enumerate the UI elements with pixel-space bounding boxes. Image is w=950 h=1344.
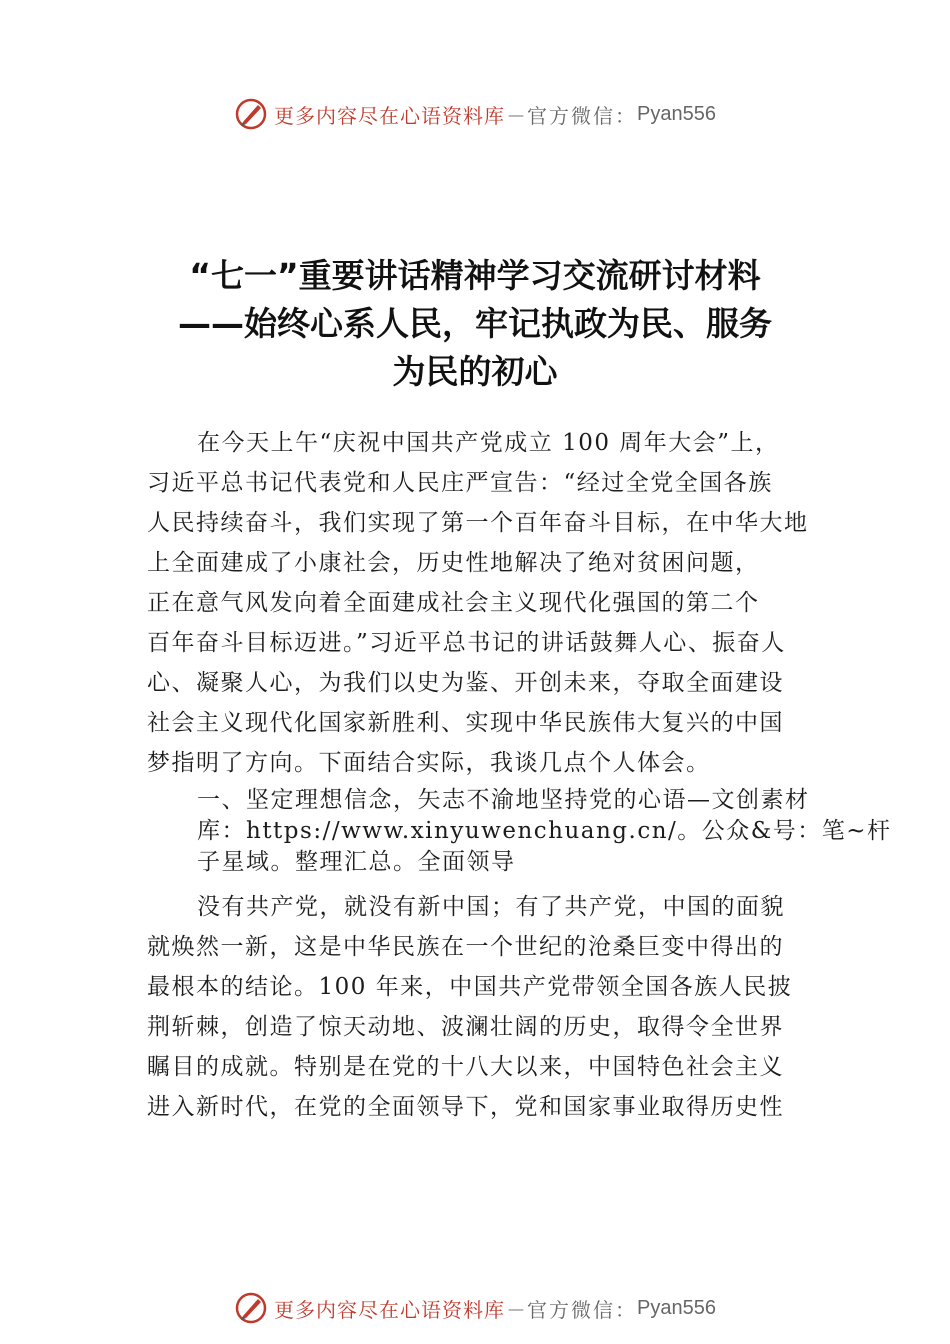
banner-wechat-id: Pyan556: [637, 102, 716, 125]
paragraph-intro: [147, 423, 837, 783]
text-line: 荆斩棘，创造了惊天动地、波澜壮阔的历史，取得令全世界: [147, 1014, 784, 1040]
banner-separator: —: [508, 104, 525, 124]
text-line: 库：https://www.xinyuwenchuang.cn/。公众&号：笔~杆: [197, 818, 892, 844]
text-line: 人民持续奋斗，我们实现了第一个百年奋斗目标，在中华大地: [147, 510, 809, 536]
banner-official-label: 官方微信：: [527, 103, 638, 128]
banner-separator: —: [508, 1298, 525, 1318]
footer-watermark-banner: [0, 1288, 950, 1328]
section-heading-1: [197, 785, 892, 878]
text-line: 最根本的结论。100 年来，中国共产党带领全国各族人民披: [147, 974, 793, 1000]
text-line: 百年奋斗目标迈进。”习近平总书记的讲话鼓舞人心、振奋人: [147, 630, 786, 656]
text-line: 上全面建成了小康社会，历史性地解决了绝对贫困问题，: [147, 550, 760, 576]
text-line: 进入新时代，在党的全面领导下，党和国家事业取得历史性: [147, 1094, 784, 1120]
text-line: 就焕然一新，这是中华民族在一个世纪的沧桑巨变中得出的: [147, 934, 784, 960]
text-line: 社会主义现代化国家新胜利、实现中华民族伟大复兴的中国: [147, 710, 784, 736]
document-title: [120, 252, 830, 396]
text-line: 心、凝聚人心，为我们以史为鉴、开创未来，夺取全面建设: [147, 670, 784, 696]
text-line: 瞩目的成就。特别是在党的十八大以来，中国特色社会主义: [147, 1054, 784, 1080]
title-line: 为民的初心: [392, 352, 558, 391]
banner-official-label: 官方微信：: [527, 1297, 638, 1322]
banner-main-text: 更多内容尽在心语资料库: [274, 103, 506, 128]
text-line: 正在意气风发向着全面建成社会主义现代化强国的第二个: [147, 590, 760, 616]
header-watermark-banner: [0, 94, 950, 134]
pen-logo-icon: [234, 97, 268, 131]
banner-main-text: 更多内容尽在心语资料库: [274, 1297, 506, 1322]
text-line: 梦指明了方向。下面结合实际，我谈几点个人体会。: [147, 750, 711, 776]
text-line: 子星域。整理汇总。全面领导: [197, 849, 516, 875]
title-line: “七一”重要讲话精神学习交流研讨材料: [189, 256, 761, 295]
text-line: 一、坚定理想信念，矢志不渝地坚持党的心语—文创素材: [197, 787, 810, 813]
pen-logo-icon: [234, 1291, 268, 1325]
text-line: 在今天上午“庆祝中国共产党成立 100 周年大会”上，: [197, 430, 780, 456]
title-line: ——始终心系人民，牢记执政为民、服务: [178, 304, 772, 343]
banner-wechat-id: Pyan556: [637, 1296, 716, 1319]
paragraph-body: [147, 887, 837, 1127]
text-line: 没有共产党，就没有新中国；有了共产党，中国的面貌: [197, 894, 785, 920]
text-line: 习近平总书记代表党和人民庄严宣告：“经过全党全国各族: [147, 470, 773, 496]
